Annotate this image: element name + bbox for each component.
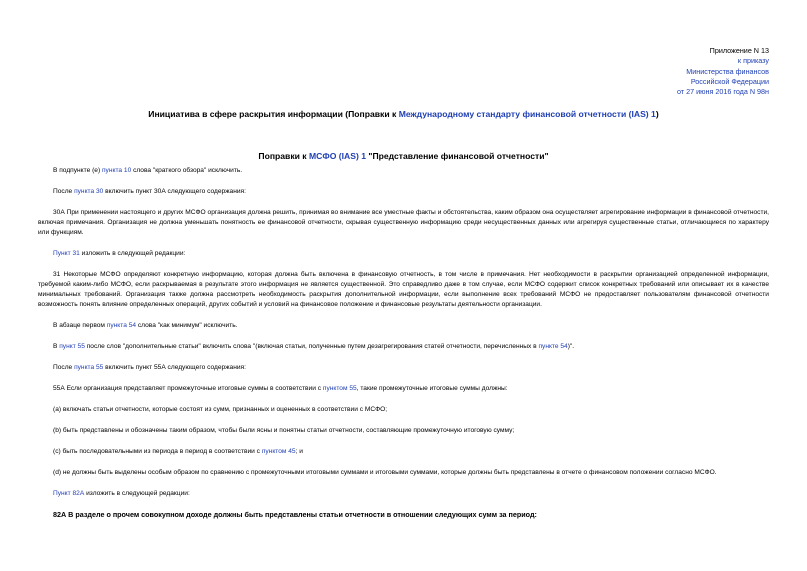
point-45-link[interactable]: пунктом 45 [261,448,296,455]
item-a: (a) включать статьи отчетности, которые состоят из сумм, признанных и оцененных в соответствии с МСФО; [53,406,388,413]
point-82a-link[interactable]: Пункт 82А [53,490,85,497]
text: , такие промежуточные итоговые суммы должны: [356,385,508,392]
point-55-ref-link[interactable]: пунктом 55 [322,385,357,392]
order-link[interactable]: к приказу [737,56,769,66]
paragraph-6 [38,321,769,331]
federation-link[interactable]: Российской Федерации [690,76,769,86]
text: слова "как минимум" исключить. [136,322,238,329]
text: В подпункте (е) [53,167,102,174]
text: (c) быть последовательными из периода в период в соответствии с [53,448,262,455]
text: )". [567,343,575,350]
subtitle-prefix: Поправки к [258,151,309,161]
paragraph-2 [38,187,769,197]
point-10-link[interactable]: пункта 10 [101,167,132,174]
paragraph-31: 31 Некоторые МСФО определяют конкретную информацию, которая должна быть включена в финансовую отчетность, в том числе в примечания. Нет необходимости в раскрытии организацией определенной информации, требуемой каким-либо МСФО, если раскрываемая в результате этого информация не является существенной. Это справедливо даже в том случае, если МСФО содержит список конкретных требований или описывает их в качестве минимальных требований. Организация также должна рассмотреть необходимость раскрытия дополнительной информации, если выполнение всех требований МСФО не предоставляет пользователям финансовой отчетности возможность понять влияние определенных операций, других событий и условий на финансовое положение и финансовые результаты деятельности организации. [38,271,769,308]
subtitle-suffix: "Представление финансовой отчетности" [366,151,549,161]
paragraph-1 [38,166,769,176]
paragraph-55a [38,384,769,394]
text: включить пункт 55А следующего содержания: [103,364,246,371]
ias1-link[interactable]: МСФО (IAS) 1 [309,151,366,161]
item-d: (d) не должны быть выделены особым образом по сравнению с промежуточными итоговыми суммами и итоговыми суммами, которые должны быть представлены в отчете о финансовом положении согласно МСФО. [53,469,717,476]
paragraph-14 [38,489,769,499]
title-prefix: Инициатива в сфере раскрытия информации (Поправки к [148,109,399,119]
paragraph-7 [38,342,769,352]
point-54-ref-link[interactable]: пункте 54 [538,343,568,350]
text: После [53,188,75,195]
point-55-link[interactable]: пункт 55 [59,343,85,350]
paragraph-4 [38,249,769,259]
section-title [0,151,807,161]
text: В [53,343,60,350]
item-c [38,447,769,457]
text: слова "краткого обзора" исключить. [131,167,243,174]
paragraph-30a: 30А При применении настоящего и других МСФО организация должна решить, принимая во внимание все уместные факты и обстоятельства, каким образом она осуществляет агрегирование информации в финансовой отчетности, включая примечания. Организация не должна уменьшать понятность ее финансовой отчетности, скрывая существенную информацию среди несущественных данных или агрегируя существенные статьи, отличающиеся по характеру или функциям. [38,209,769,236]
paragraph-8 [38,363,769,373]
text: ; и [295,448,303,455]
point-55-after-link[interactable]: пункта 55 [74,364,104,371]
title-suffix: ) [655,109,659,119]
document-title [0,109,807,119]
ministry-link[interactable]: Министерства финансов [686,66,769,76]
appendix-header [677,46,769,97]
text: после слов "дополнительные статьи" включить слова "(включая статьи, полученные путем дезагрегирования статей отчетности, перечисленных в [84,343,539,350]
ias1-standard-link[interactable]: Международному стандарту финансовой отчетности (IAS) 1 [398,109,656,119]
paragraph-82a: 82А В разделе о прочем совокупном доходе должны быть представлены статьи отчетности в отношении следующих сумм за период: [53,510,537,519]
point-31-link[interactable]: Пункт 31 [53,250,80,257]
text: изложить в следующей редакции: [79,250,186,257]
text: После [53,364,75,371]
text: включить пункт 30А следующего содержания: [103,188,246,195]
order-date-link[interactable]: от 27 июня 2016 года N 98н [676,87,769,97]
text: изложить в следующей редакции: [84,490,190,497]
appendix-number: Приложение N 13 [709,46,769,55]
point-30-link[interactable]: пункта 30 [74,188,104,195]
point-54-link[interactable]: пункта 54 [106,322,137,329]
text: 55А Если организация представляет промежуточные итоговые суммы в соответствии с [53,385,323,392]
item-b: (b) быть представлены и обозначены таким образом, чтобы были ясны и понятны статьи отчетности, составляющие промежуточную итоговую сумму; [53,427,515,434]
document-body [38,166,769,520]
text: В абзаце первом [53,322,107,329]
